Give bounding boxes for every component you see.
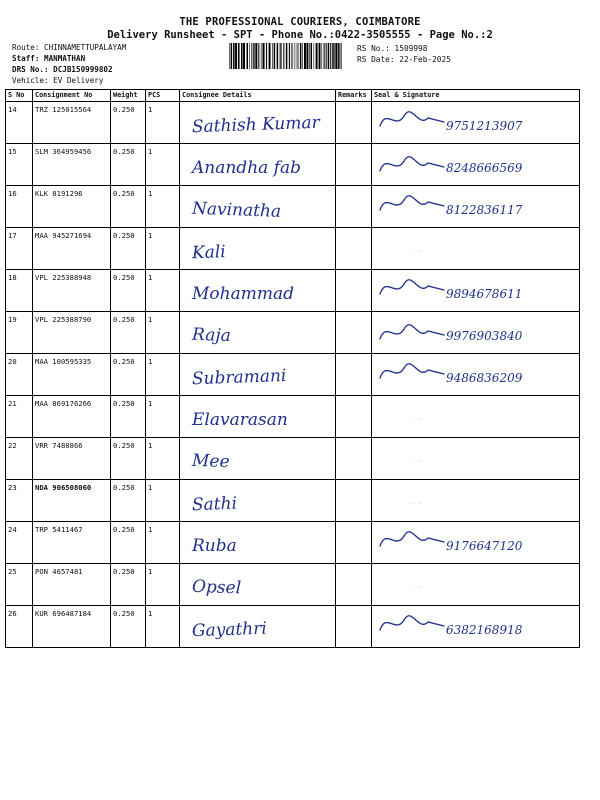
staff-label: Staff: MANMATHAN xyxy=(12,54,86,63)
table-row xyxy=(6,606,580,648)
remarks-cell xyxy=(336,396,372,438)
table-row xyxy=(6,102,580,144)
runsheet-left-info xyxy=(12,42,126,86)
table-row xyxy=(6,564,580,606)
column-header: Consignment No xyxy=(33,90,111,102)
consignment-number-cell: VRR 7488866 xyxy=(33,438,111,480)
serial-number-cell: 16 xyxy=(6,186,33,228)
svg-text:Subramani: Subramani xyxy=(191,365,287,389)
svg-text:· ··: · ·· xyxy=(411,456,422,466)
consignment-number-cell: VPL 225388790 xyxy=(33,312,111,354)
weight-cell: 0.250 xyxy=(111,564,146,606)
weight-cell: 0.250 xyxy=(111,270,146,312)
table-row xyxy=(6,144,580,186)
consignment-number-cell: TRZ 125015564 xyxy=(33,102,111,144)
svg-text:Mee: Mee xyxy=(191,450,230,472)
svg-text:Mohammad: Mohammad xyxy=(191,283,294,304)
column-header: Consignee Details xyxy=(180,90,336,102)
remarks-cell xyxy=(336,354,372,396)
seal-signature-cell xyxy=(372,144,580,186)
svg-text:· ··: · ·· xyxy=(411,498,422,508)
serial-number-cell: 26 xyxy=(6,606,33,648)
serial-number-cell: 21 xyxy=(6,396,33,438)
consignee-details-cell xyxy=(180,480,336,522)
svg-text:9486836209: 9486836209 xyxy=(445,370,522,385)
svg-text:Sathi: Sathi xyxy=(191,493,237,515)
seal-signature-cell xyxy=(372,354,580,396)
column-header: S No xyxy=(6,90,33,102)
runsheet-table xyxy=(5,89,580,648)
weight-cell: 0.250 xyxy=(111,354,146,396)
rs-date: RS Date: 22-Feb-2025 xyxy=(357,55,451,64)
consignee-details-cell xyxy=(180,228,336,270)
svg-text:· ··: · ·· xyxy=(411,582,422,592)
seal-signature-cell xyxy=(372,564,580,606)
consignee-details-cell xyxy=(180,522,336,564)
serial-number-cell: 20 xyxy=(6,354,33,396)
table-row xyxy=(6,438,580,480)
remarks-cell xyxy=(336,228,372,270)
pieces-cell: 1 xyxy=(146,312,180,354)
pieces-cell: 1 xyxy=(146,270,180,312)
pieces-cell: 1 xyxy=(146,564,180,606)
serial-number-cell: 17 xyxy=(6,228,33,270)
pieces-cell: 1 xyxy=(146,438,180,480)
consignment-number-cell: NDA 906508060 xyxy=(33,480,111,522)
weight-cell: 0.250 xyxy=(111,396,146,438)
vehicle-label: Vehicle: EV Delivery xyxy=(12,76,104,85)
remarks-cell xyxy=(336,270,372,312)
weight-cell: 0.250 xyxy=(111,102,146,144)
seal-signature-cell xyxy=(372,270,580,312)
consignment-number-cell: MAA 100595335 xyxy=(33,354,111,396)
table-row xyxy=(6,396,580,438)
runsheet-subtitle: Delivery Runsheet - SPT - Phone No.:0422-3505555 - Page No.:2 xyxy=(107,29,493,41)
serial-number-cell: 24 xyxy=(6,522,33,564)
seal-signature-cell xyxy=(372,606,580,648)
table-row xyxy=(6,186,580,228)
consignment-number-cell: PON 4657481 xyxy=(33,564,111,606)
pieces-cell: 1 xyxy=(146,606,180,648)
svg-text:Anandha fab: Anandha fab xyxy=(191,157,301,178)
serial-number-cell: 19 xyxy=(6,312,33,354)
table-row xyxy=(6,228,580,270)
seal-signature-cell xyxy=(372,396,580,438)
svg-text:9751213907: 9751213907 xyxy=(445,118,522,133)
runsheet-right-info xyxy=(357,43,451,65)
seal-signature-cell xyxy=(372,186,580,228)
barcode-image xyxy=(228,43,344,69)
svg-text:9894678611: 9894678611 xyxy=(445,286,522,301)
serial-number-cell: 18 xyxy=(6,270,33,312)
consignment-number-cell: KUR 696487184 xyxy=(33,606,111,648)
serial-number-cell: 15 xyxy=(6,144,33,186)
consignment-number-cell: MAA 945271694 xyxy=(33,228,111,270)
remarks-cell xyxy=(336,186,372,228)
seal-signature-cell xyxy=(372,228,580,270)
table-row xyxy=(6,480,580,522)
pieces-cell: 1 xyxy=(146,480,180,522)
svg-text:Raja: Raja xyxy=(191,324,231,346)
table-row xyxy=(6,522,580,564)
weight-cell: 0.250 xyxy=(111,522,146,564)
remarks-cell xyxy=(336,312,372,354)
consignee-details-cell xyxy=(180,186,336,228)
svg-text:9176647120: 9176647120 xyxy=(445,538,522,553)
remarks-cell xyxy=(336,144,372,186)
pieces-cell: 1 xyxy=(146,522,180,564)
consignee-details-cell xyxy=(180,354,336,396)
consignment-number-cell: KLK 8191296 xyxy=(33,186,111,228)
consignee-details-cell xyxy=(180,102,336,144)
svg-text:Ruba: Ruba xyxy=(191,535,237,556)
column-header: Seal & Signature xyxy=(372,90,580,102)
svg-text:Gayathri: Gayathri xyxy=(191,618,267,641)
weight-cell: 0.250 xyxy=(111,312,146,354)
svg-text:Opsel: Opsel xyxy=(191,576,241,598)
pieces-cell: 1 xyxy=(146,228,180,270)
drs-label: DRS No.: DCJB150999802 xyxy=(12,65,113,74)
svg-text:Navinatha: Navinatha xyxy=(191,198,281,222)
svg-text:Elavarasan: Elavarasan xyxy=(191,409,288,430)
weight-cell: 0.250 xyxy=(111,480,146,522)
consignee-details-cell xyxy=(180,144,336,186)
weight-cell: 0.250 xyxy=(111,144,146,186)
svg-text:Sathish Kumar: Sathish Kumar xyxy=(191,112,320,137)
consignee-details-cell xyxy=(180,312,336,354)
remarks-cell xyxy=(336,564,372,606)
pieces-cell: 1 xyxy=(146,186,180,228)
svg-text:6382168918: 6382168918 xyxy=(445,622,522,637)
consignee-details-cell xyxy=(180,564,336,606)
svg-text:8248666569: 8248666569 xyxy=(445,160,522,175)
column-header: Weight xyxy=(111,90,146,102)
pieces-cell: 1 xyxy=(146,396,180,438)
table-row xyxy=(6,354,580,396)
table-header-row xyxy=(6,90,580,102)
remarks-cell xyxy=(336,438,372,480)
consignee-details-cell xyxy=(180,396,336,438)
consignment-number-cell: TRP 5411467 xyxy=(33,522,111,564)
remarks-cell xyxy=(336,480,372,522)
table-row xyxy=(6,312,580,354)
remarks-cell xyxy=(336,606,372,648)
consignment-number-cell: SLM 364959456 xyxy=(33,144,111,186)
table-row xyxy=(6,270,580,312)
svg-text:· ··: · ·· xyxy=(411,414,422,424)
remarks-cell xyxy=(336,522,372,564)
svg-text:· ··: · ·· xyxy=(411,246,422,256)
svg-text:8122836117: 8122836117 xyxy=(445,202,522,217)
pieces-cell: 1 xyxy=(146,102,180,144)
svg-text:Kali: Kali xyxy=(191,241,226,263)
column-header: PCS xyxy=(146,90,180,102)
serial-number-cell: 23 xyxy=(6,480,33,522)
weight-cell: 0.250 xyxy=(111,228,146,270)
route-label: Route: CHINNAMETTUPALAYAM xyxy=(12,43,127,52)
weight-cell: 0.250 xyxy=(111,606,146,648)
seal-signature-cell xyxy=(372,312,580,354)
serial-number-cell: 22 xyxy=(6,438,33,480)
seal-signature-cell xyxy=(372,102,580,144)
consignee-details-cell xyxy=(180,438,336,480)
consignment-number-cell: VPL 225388948 xyxy=(33,270,111,312)
serial-number-cell: 25 xyxy=(6,564,33,606)
seal-signature-cell xyxy=(372,522,580,564)
runsheet-title: THE PROFESSIONAL COURIERS, COIMBATORE xyxy=(179,16,421,28)
svg-text:9976903840: 9976903840 xyxy=(445,328,522,343)
rs-number: RS No.: 1509998 xyxy=(357,44,428,53)
seal-signature-cell xyxy=(372,480,580,522)
remarks-cell xyxy=(336,102,372,144)
pieces-cell: 1 xyxy=(146,144,180,186)
consignment-number-cell: MAA 869176266 xyxy=(33,396,111,438)
column-header: Remarks xyxy=(336,90,372,102)
consignee-details-cell xyxy=(180,606,336,648)
serial-number-cell: 14 xyxy=(6,102,33,144)
seal-signature-cell xyxy=(372,438,580,480)
weight-cell: 0.250 xyxy=(111,186,146,228)
weight-cell: 0.250 xyxy=(111,438,146,480)
consignee-details-cell xyxy=(180,270,336,312)
pieces-cell: 1 xyxy=(146,354,180,396)
